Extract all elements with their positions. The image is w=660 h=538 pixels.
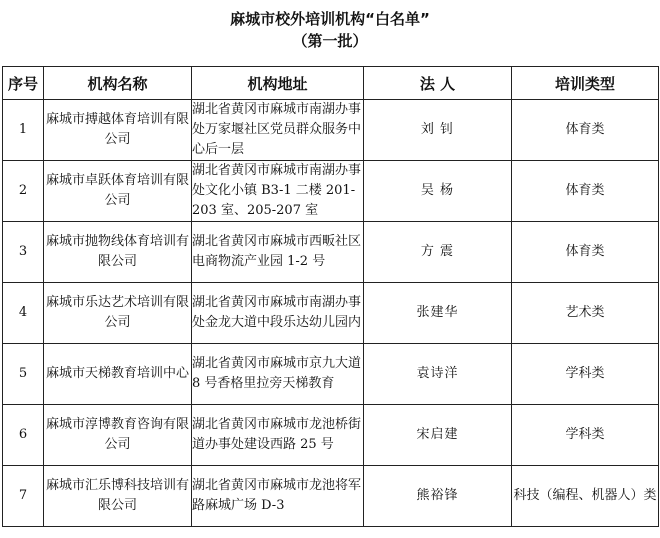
cell-name: 麻城市天梯教育培训中心 — [44, 344, 192, 405]
cell-address: 湖北省黄冈市麻城市南湖办事处万家堰社区党员群众服务中心后一层 — [192, 100, 364, 161]
cell-training-type: 学科类 — [512, 344, 659, 405]
cell-legal-person: 方 震 — [364, 222, 512, 283]
header-address: 机构地址 — [192, 67, 364, 100]
cell-address: 湖北省黄冈市麻城市龙池将军路麻城广场 D-3 — [192, 466, 364, 527]
cell-training-type: 体育类 — [512, 100, 659, 161]
table-row — [3, 283, 659, 344]
cell-no: 2 — [3, 161, 44, 222]
cell-legal-person: 袁诗洋 — [364, 344, 512, 405]
cell-legal-person: 熊裕锋 — [364, 466, 512, 527]
cell-name: 麻城市卓跃体育培训有限公司 — [44, 161, 192, 222]
cell-no: 3 — [3, 222, 44, 283]
cell-name: 麻城市汇乐博科技培训有限公司 — [44, 466, 192, 527]
document-subtitle: （第一批） — [292, 32, 368, 50]
cell-no: 5 — [3, 344, 44, 405]
cell-training-type: 科技（编程、机器人）类 — [512, 466, 659, 527]
cell-training-type: 体育类 — [512, 161, 659, 222]
header-legal-person: 法 人 — [364, 67, 512, 100]
table-body — [3, 100, 659, 527]
cell-name: 麻城市抛物线体育培训有限公司 — [44, 222, 192, 283]
cell-no: 6 — [3, 405, 44, 466]
cell-no: 1 — [3, 100, 44, 161]
header-name: 机构名称 — [44, 67, 192, 100]
table-row — [3, 100, 659, 161]
cell-legal-person: 吴 杨 — [364, 161, 512, 222]
cell-address: 湖北省黄冈市麻城市南湖办事处金龙大道中段乐达幼儿园内 — [192, 283, 364, 344]
cell-name: 麻城市乐达艺术培训有限公司 — [44, 283, 192, 344]
table-row — [3, 405, 659, 466]
cell-training-type: 学科类 — [512, 405, 659, 466]
table-header — [3, 67, 659, 100]
cell-training-type: 体育类 — [512, 222, 659, 283]
cell-address: 湖北省黄冈市麻城市南湖办事处文化小镇 B3-1 二楼 201-203 室、205-207 室 — [192, 161, 364, 222]
cell-address: 湖北省黄冈市麻城市龙池桥街道办事处建设西路 25 号 — [192, 405, 364, 466]
document-title: 麻城市校外培训机构“白名单” — [230, 10, 430, 28]
whitelist-table — [2, 66, 659, 527]
table-row — [3, 161, 659, 222]
cell-address: 湖北省黄冈市麻城市西畈社区电商物流产业园 1-2 号 — [192, 222, 364, 283]
cell-name: 麻城市淳博教育咨询有限公司 — [44, 405, 192, 466]
cell-training-type: 艺术类 — [512, 283, 659, 344]
table-row — [3, 222, 659, 283]
cell-legal-person: 宋启建 — [364, 405, 512, 466]
table-row — [3, 344, 659, 405]
header-row — [3, 67, 659, 100]
header-training-type: 培训类型 — [512, 67, 659, 100]
table-row — [3, 466, 659, 527]
cell-legal-person: 刘 钊 — [364, 100, 512, 161]
header-no: 序号 — [3, 67, 44, 100]
cell-name: 麻城市搏越体育培训有限公司 — [44, 100, 192, 161]
cell-address: 湖北省黄冈市麻城市京九大道 8 号香格里拉旁天梯教育 — [192, 344, 364, 405]
cell-legal-person: 张建华 — [364, 283, 512, 344]
cell-no: 4 — [3, 283, 44, 344]
cell-no: 7 — [3, 466, 44, 527]
